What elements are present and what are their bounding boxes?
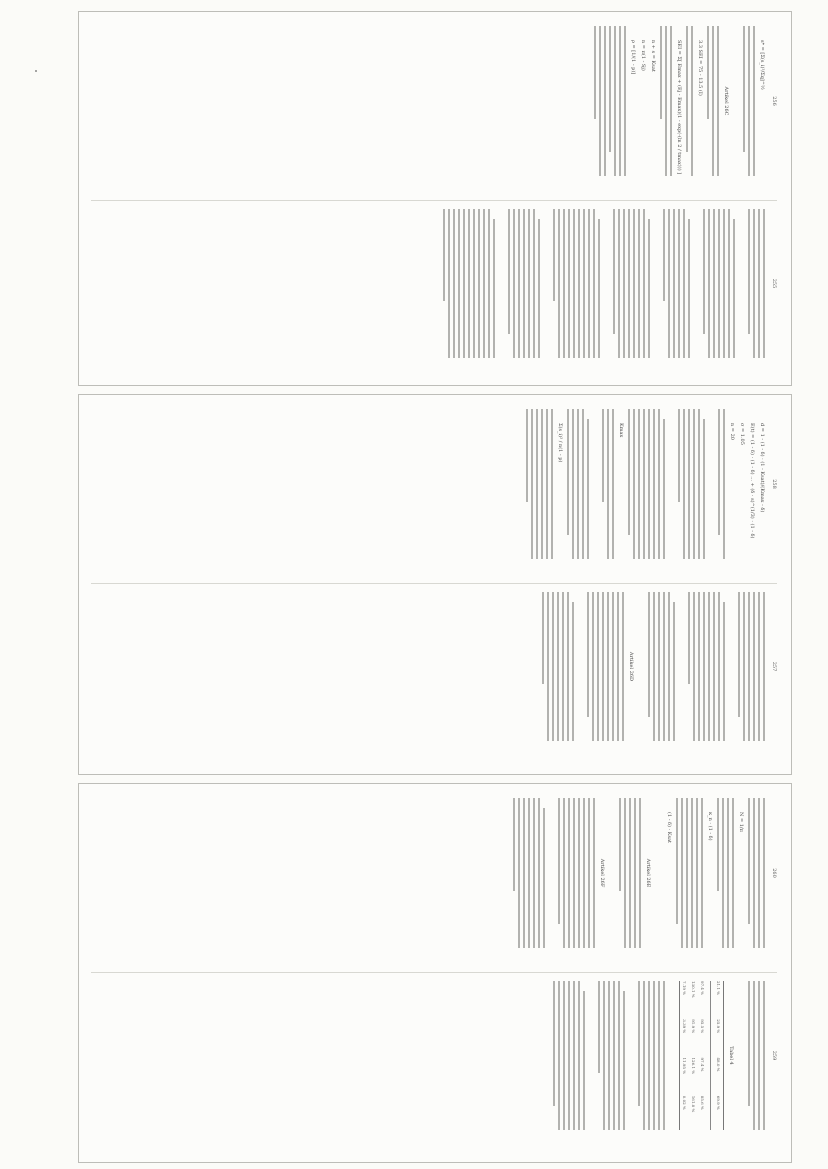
table-row: 97.4 % 95.5 % 97.4 % 85.6 % (700, 981, 705, 1110)
page-right (91, 972, 777, 1138)
page-spread-2 (78, 394, 792, 775)
section-heading: Artikel 26F (599, 858, 605, 888)
page-left (91, 790, 777, 956)
formula: d = 1 - (1 - δ) · (1 - Ksat)/(Kmax - δ) (759, 423, 765, 513)
formula: Σ(s_i)² / n(1 - p) (557, 423, 563, 463)
page-number: 256 (771, 96, 777, 106)
section-heading: Artikel 26E (645, 858, 651, 888)
formula: κ_n · (1 - δ) (707, 812, 713, 841)
page-number: 259 (771, 1050, 777, 1061)
formula: 3.3 SEI = 75 - 13.5 (I) (697, 40, 703, 96)
page-number: 255 (771, 278, 777, 289)
page-number: 258 (771, 479, 777, 489)
page-left (91, 18, 777, 184)
formula: n = π(1 - Sj) (640, 40, 646, 71)
formula: Kmax (618, 423, 624, 438)
section-heading: Artikel 26C (723, 86, 729, 116)
formula: ρ = [1/(1 - p)] (630, 40, 636, 75)
table-row: 7.19 % 3.39 % 11.95 % 0.02 % (682, 981, 687, 1110)
table-row: 130.1 % 91.9 % 126.1 % 161.8 % (691, 981, 696, 1113)
page-spread-1 (78, 11, 792, 386)
table-row: 21.1 % 25.9 % 48.0 % 69.9 % (716, 981, 721, 1110)
formula: N = 1/π (738, 812, 744, 832)
page-number: 260 (771, 868, 777, 878)
data-table (679, 981, 724, 1130)
formula: E(t) = (1 - δ) · (1 - δ) ... + (δ · s)^(1/3) · (1 - δ) (749, 423, 755, 539)
formula: n = 20 (729, 423, 735, 440)
formula: (1 - δ) · Ksat (666, 812, 672, 844)
formula: σ = 1.05 (739, 423, 745, 445)
page-right (91, 583, 777, 749)
formula: s* = [Σ(s_i)²/Σq]^½ (759, 40, 765, 90)
page-left (91, 401, 777, 567)
scan-speck (35, 70, 37, 72)
page-right (91, 200, 777, 366)
formula: SEI = Σ[ Emax + (Ej - Emax)(1 - exp(-(ln 2 / tmax))) ] (676, 40, 682, 175)
table-caption: Tabel 4 (728, 1046, 734, 1065)
formula: n + s = Ksat (650, 40, 656, 72)
page-spread-3 (78, 783, 792, 1163)
section-heading: Artikel 26D (628, 651, 634, 682)
page-number: 257 (771, 661, 777, 672)
